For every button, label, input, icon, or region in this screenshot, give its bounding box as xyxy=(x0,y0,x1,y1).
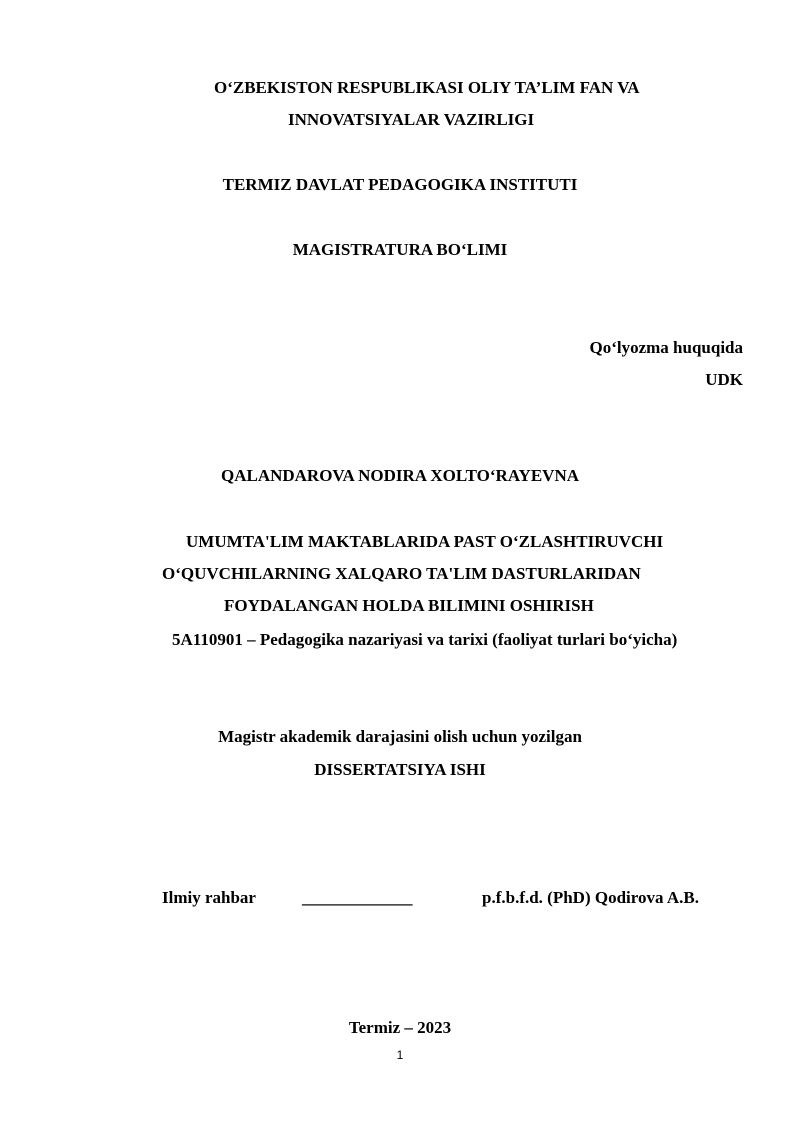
department-name: MAGISTRATURA BO‘LIMI xyxy=(292,240,508,259)
author-name: QALANDAROVA NODIRA XOLTO‘RAYEVNA xyxy=(220,466,579,485)
purpose-line-1: Magistr akademik darajasini olish uchun yozilgan xyxy=(218,727,582,746)
manuscript-rights: Qo‘lyozma huquqida xyxy=(589,338,743,357)
signature-line: _____________ xyxy=(302,888,413,907)
supervisor-name: p.f.b.f.d. (PhD) Qodirova A.B. xyxy=(482,888,699,907)
page-number: 1 xyxy=(396,1048,404,1062)
thesis-title-line-2: O‘QUVCHILARNING XALQARO TA'LIM DASTURLARIDAN xyxy=(162,564,641,583)
place-year: Termiz – 2023 xyxy=(348,1018,452,1037)
document-type: DISSERTATSIYA ISHI xyxy=(314,760,486,779)
thesis-title-line-3: FOYDALANGAN HOLDA BILIMINI OSHIRISH xyxy=(224,596,594,615)
supervisor-label: Ilmiy rahbar xyxy=(162,888,256,907)
specialty-code: 5A110901 – Pedagogika nazariyasi va tarixi (faoliyat turlari bo‘yicha) xyxy=(172,630,678,649)
institute-name: TERMIZ DAVLAT PEDAGOGIKA INSTITUTI xyxy=(222,175,578,194)
ministry-line-1: O‘ZBEKISTON RESPUBLIKASI OLIY TA’LIM FAN VA xyxy=(214,78,640,97)
ministry-line-2: INNOVATSIYALAR VAZIRLIGI xyxy=(288,110,535,129)
udk-label: UDK xyxy=(705,370,743,389)
thesis-title-line-1: UMUMTA'LIM MAKTABLARIDA PAST O‘ZLASHTIRUVCHI xyxy=(186,532,664,551)
